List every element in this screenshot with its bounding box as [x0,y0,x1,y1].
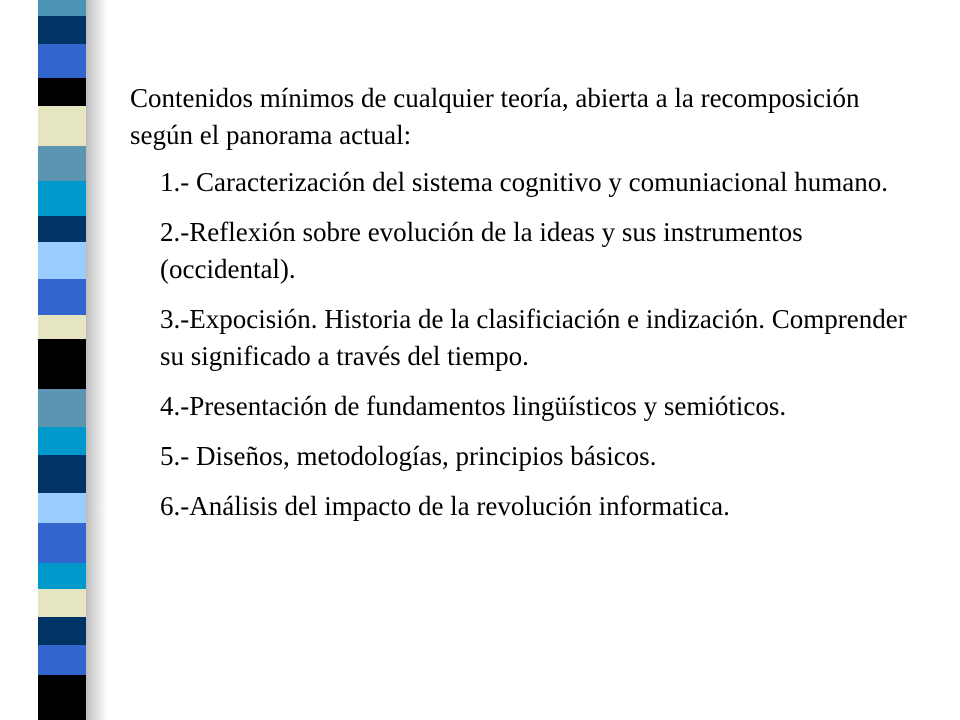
list-item: 1.- Caracterización del sistema cognitivo y comuniacional humano. [160,167,889,197]
stripe-segment [38,44,86,78]
stripe-segment [38,242,86,279]
stripe-bar-shadow [86,0,108,720]
decorative-stripe-bar [38,0,86,720]
stripe-segment [38,455,86,493]
stripe-segment [38,493,86,523]
list-item: 6.-Análisis del impacto de la revolución informatica. [160,491,730,521]
stripe-segment [38,279,86,315]
stripe-segment [38,589,86,617]
list-item: 5.- Diseños, metodologías, principios básicos. [160,441,657,471]
list-item: 2.-Reflexión sobre evolución de la ideas y sus instrumentos (occidental). [160,217,803,284]
stripe-segment [38,16,86,44]
stripe-segment [38,146,86,181]
stripe-segment [38,675,86,720]
stripe-segment [38,389,86,427]
stripe-segment [38,0,86,16]
slide-content [130,80,910,538]
stripe-segment [38,181,86,216]
slide-intro-text: Contenidos mínimos de cualquier teoría, abierta a la recomposición según el panorama actual: [130,83,860,150]
stripe-segment [38,106,86,146]
stripe-segment [38,216,86,242]
list-item: 4.-Presentación de fundamentos lingüísticos y semióticos. [160,391,787,421]
stripe-segment [38,645,86,675]
stripe-segment [38,563,86,589]
stripe-segment [38,617,86,645]
stripe-segment [38,339,86,389]
content-list [130,164,910,525]
list-item: 3.-Expocisión. Historia de la clasificiación e indización. Comprender su significado a través del tiempo. [160,304,907,371]
left-margin [0,0,38,720]
stripe-segment [38,78,86,106]
stripe-segment [38,427,86,455]
stripe-segment [38,523,86,563]
stripe-segment [38,315,86,339]
